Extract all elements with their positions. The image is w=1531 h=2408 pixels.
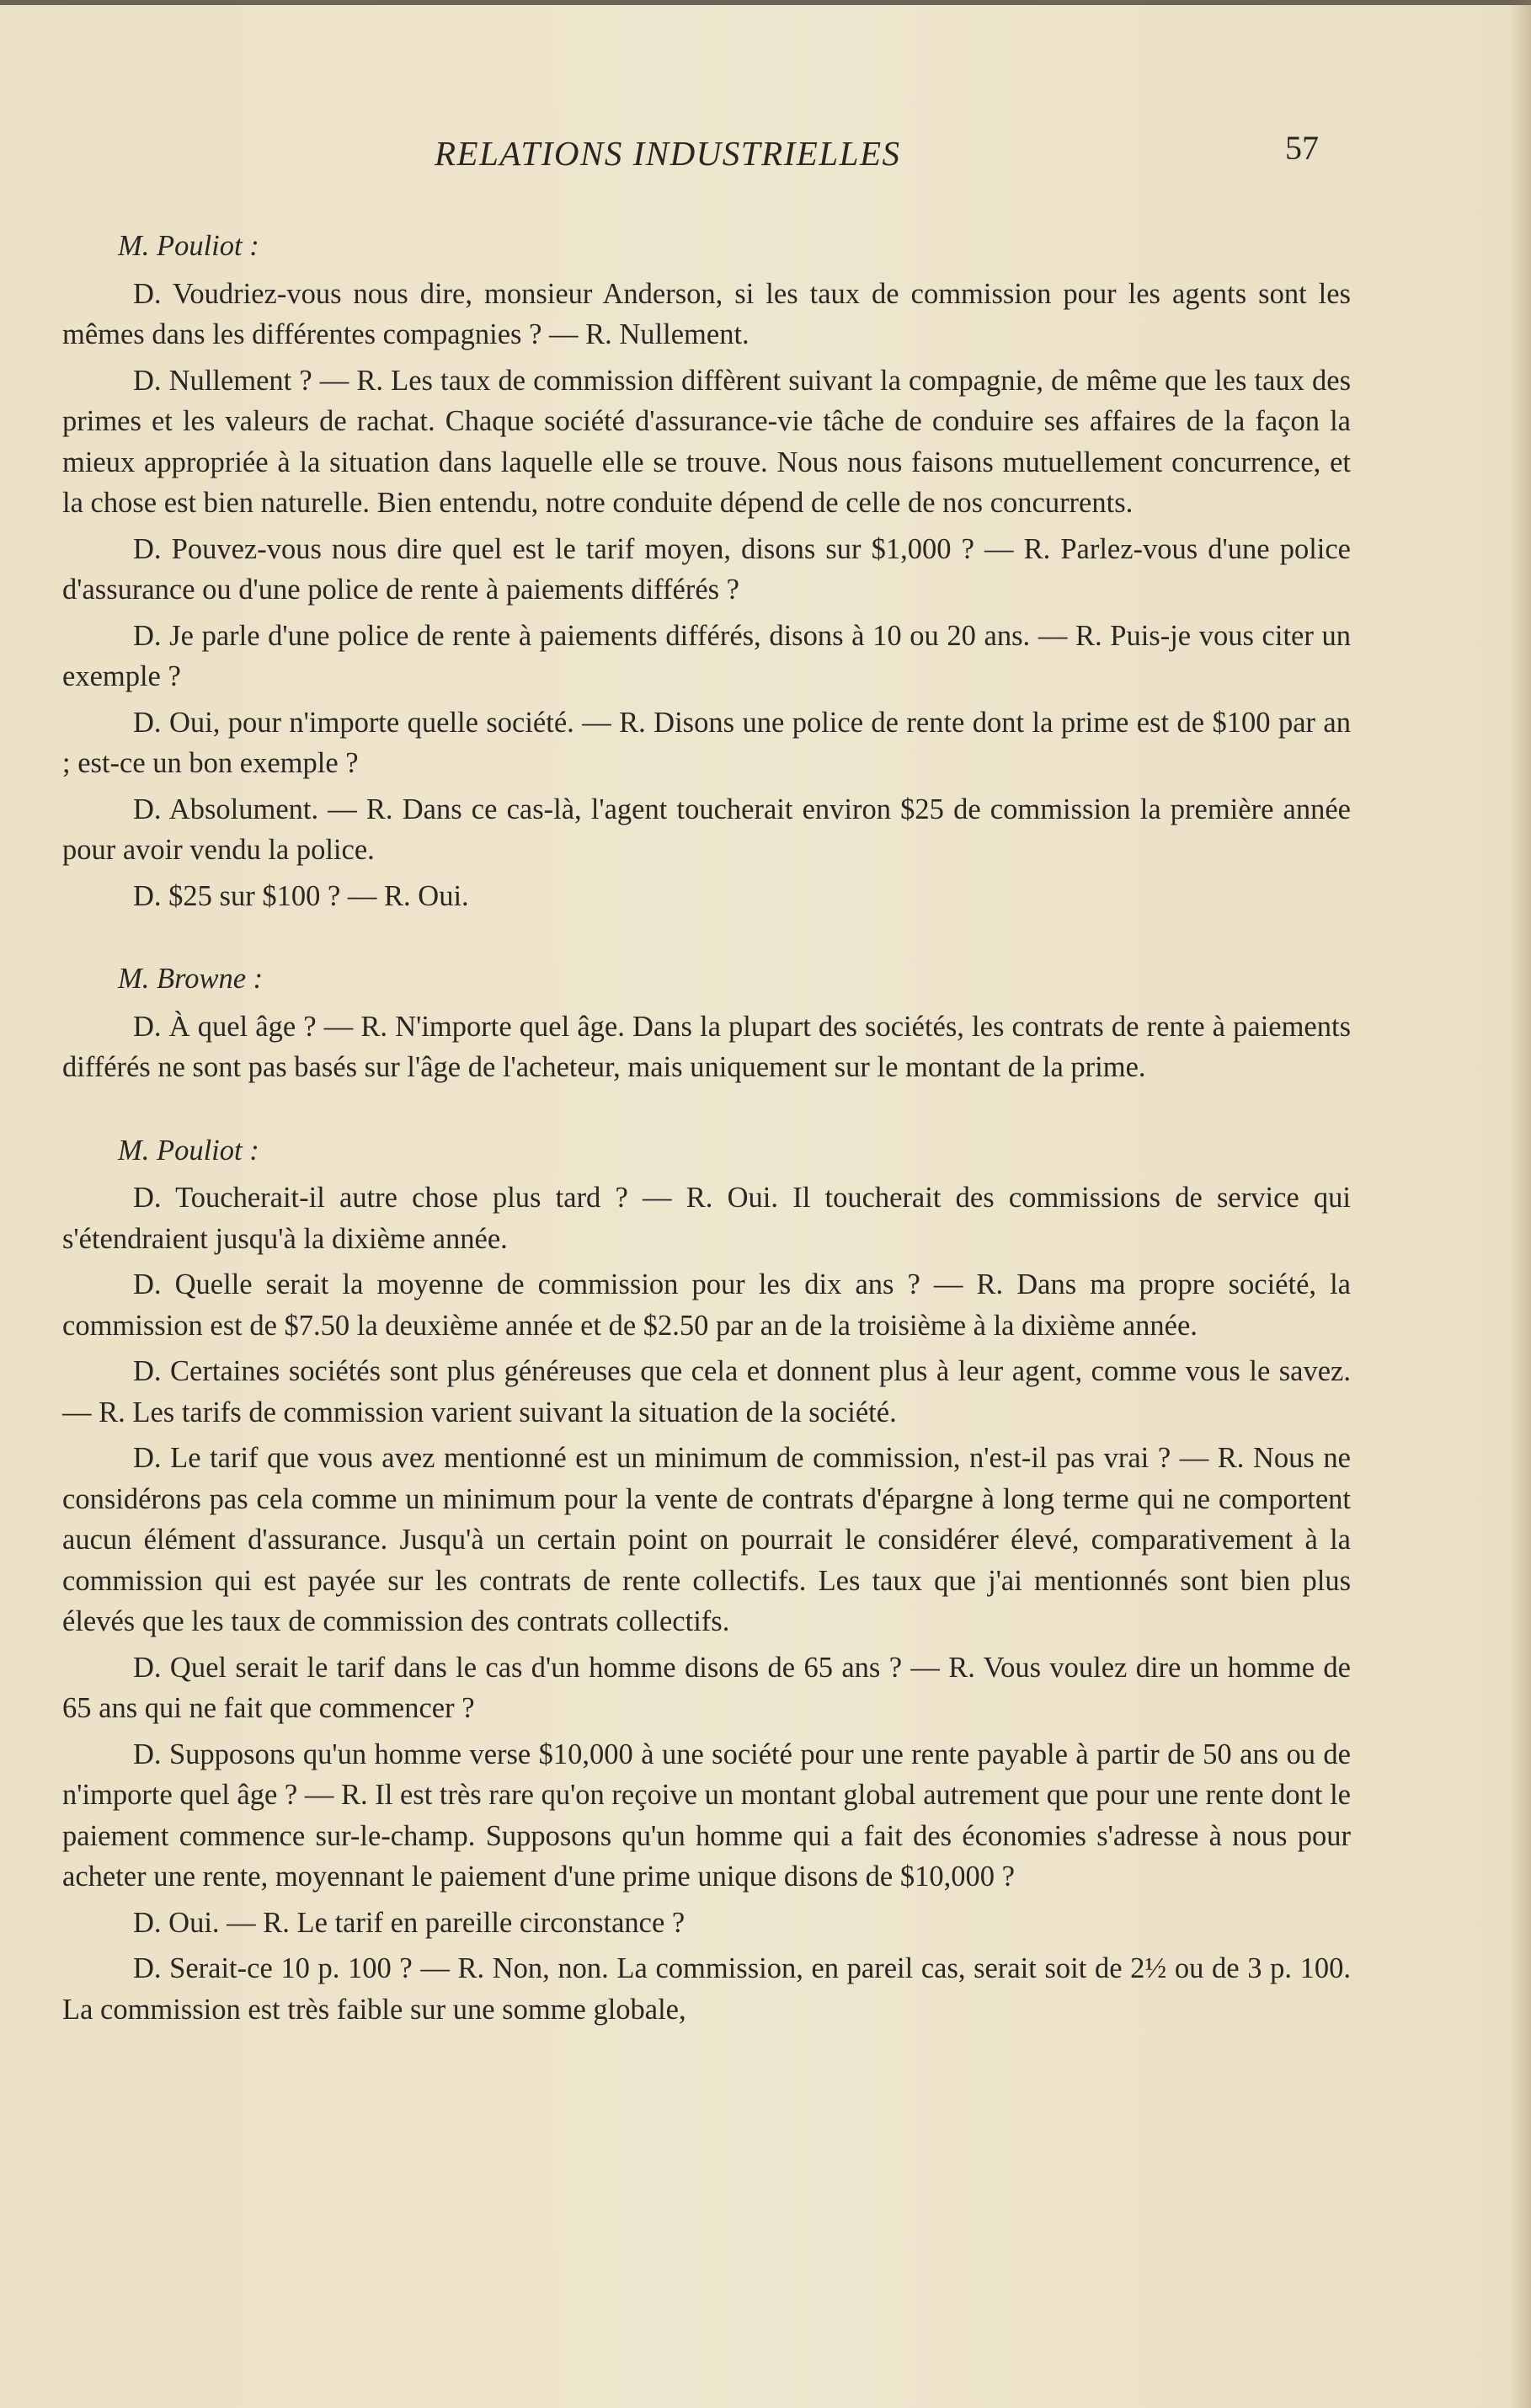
- body-text: [62, 226, 1351, 2035]
- paragraph: D. Absolument. — R. Dans ce cas-là, l'agent toucherait environ $25 de commission la première année pour avoir vendu la police.: [62, 793, 1351, 866]
- paragraph: D. Serait-ce 10 p. 100 ? — R. Non, non. La commission, en pareil cas, serait soit de 2½ ou de 3 p. 100. La commission est très faible sur une somme globale,: [62, 1952, 1351, 2026]
- paragraph: D. Je parle d'une police de rente à paiements différés, disons à 10 ou 20 ans. — R. Puis-je vous citer un exemple ?: [62, 619, 1351, 692]
- page-right-edge: [1509, 0, 1531, 2408]
- speaker-label: M. Pouliot :: [118, 1134, 259, 1167]
- paragraph: D. Toucherait-il autre chose plus tard ? — R. Oui. Il toucherait des commissions de service qui s'étendraient jusqu'à la dixième année.: [62, 1182, 1351, 1255]
- paragraph: D. Quelle serait la moyenne de commission pour les dix ans ? — R. Dans ma propre société, la commission est de $7.50 la deuxième année et de $2.50 par an de la troisième à la dixième année.: [62, 1268, 1351, 1342]
- running-header: [0, 129, 1531, 184]
- paragraph: D. Pouvez-vous nous dire quel est le tarif moyen, disons sur $1,000 ? — R. Parlez-vous d'une police d'assurance ou d'une police de rente à paiements différés ?: [62, 532, 1351, 606]
- paragraph: D. Supposons qu'un homme verse $10,000 à une société pour une rente payable à partir de 50 ans ou de n'importe quel âge ? — R. Il est très rare qu'on reçoive un montant global autrement que pour une rente dont le paiement commence sur-le-champ. Supposons qu'un homme qui a fait des économies s'adresse à nous pour acheter une rente, moyennant le paiement d'une prime unique disons de $10,000 ?: [62, 1738, 1351, 1893]
- paragraph: D. Oui, pour n'importe quelle société. — R. Disons une police de rente dont la prime est de $100 par an ; est-ce un bon exemple ?: [62, 706, 1351, 779]
- paragraph: D. $25 sur $100 ? — R. Oui.: [133, 879, 469, 912]
- paragraph: D. Nullement ? — R. Les taux de commission diffèrent suivant la compagnie, de même que les taux des primes et les valeurs de rachat. Chaque société d'assurance-vie tâche de conduire ses affaires de la façon la mieux appropriée à la situation dans laquelle elle se trouve. Nous nous faisons mutuellement concurrence, et la chose est bien naturelle. Bien entendu, notre conduite dépend de celle de nos concurrents.: [62, 364, 1351, 519]
- page-top-edge: [0, 0, 1531, 5]
- running-title: RELATIONS INDUSTRIELLES: [435, 134, 901, 173]
- paragraph: D. Le tarif que vous avez mentionné est un minimum de commission, n'est-il pas vrai ? — R. Nous ne considérons pas cela comme un minimum pour la vente de contrats d'épargne à long terme qui ne comportent aucun élément d'assurance. Jusqu'à un certain point on pourrait le considérer élevé, comparativement à la commission qui est payée sur les contrats de rente collectifs. Les taux que j'ai mentionnés sont bien plus élevés que les taux de commission des contrats collectifs.: [62, 1442, 1351, 1637]
- page-number: 57: [1285, 129, 1319, 167]
- paragraph: D. À quel âge ? — R. N'importe quel âge. Dans la plupart des sociétés, les contrats de rente à paiements différés ne sont pas basés sur l'âge de l'acheteur, mais uniquement sur le montant de la prime.: [62, 1010, 1351, 1083]
- paragraph: D. Certaines sociétés sont plus généreuses que cela et donnent plus à leur agent, comme vous le savez. — R. Les tarifs de commission varient suivant la situation de la société.: [62, 1355, 1351, 1428]
- speaker-label: M. Browne :: [118, 963, 264, 995]
- paragraph: D. Quel serait le tarif dans le cas d'un homme disons de 65 ans ? — R. Vous voulez dire un homme de 65 ans qui ne fait que commencer ?: [62, 1651, 1351, 1724]
- paragraph: D. Voudriez-vous nous dire, monsieur Anderson, si les taux de commission pour les agents sont les mêmes dans les différentes compagnies ? — R. Nullement.: [62, 277, 1351, 350]
- paragraph: D. Oui. — R. Le tarif en pareille circonstance ?: [133, 1906, 685, 1939]
- speaker-label: M. Pouliot :: [118, 230, 259, 262]
